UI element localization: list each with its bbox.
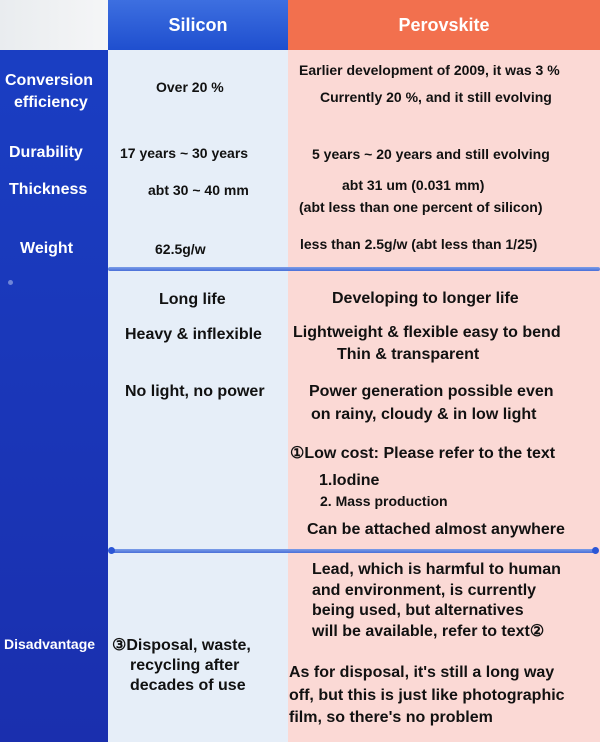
perovskite-low-cost: ①Low cost: Please refer to the text [290,445,556,462]
perovskite-longer-life: Developing to longer life [332,290,519,307]
perovskite-header [288,0,600,50]
perovskite-low-light-line2: on rainy, cloudy & in low light [311,406,537,423]
perovskite-low-light-line1: Power generation possible even [309,383,554,400]
label-conversion-line2: efficiency [14,94,88,111]
section-divider-2 [112,549,598,553]
perovskite-lead-line2: and environment, is currently [312,582,537,599]
perovskite-conversion-line1: Earlier development of 2009, it was 3 % [299,62,560,78]
label-weight: Weight [20,240,74,257]
divider-marker [8,280,13,285]
silicon-heavy-inflexible: Heavy & inflexible [125,326,262,343]
silicon-column [108,0,288,742]
perovskite-conversion-line2: Currently 20 %, and it still evolving [320,89,552,105]
perovskite-thickness-line2: (abt less than one percent of silicon) [299,199,543,215]
perovskite-thickness-line1: abt 31 um (0.031 mm) [342,177,485,193]
label-conversion-line1: Conversion [5,72,94,89]
silicon-header [108,0,288,50]
perovskite-attach-anywhere: Can be attached almost anywhere [307,521,565,538]
label-thickness: Thickness [9,181,88,198]
perovskite-lead-line1: Lead, which is harmful to human [312,561,561,578]
perovskite-header-text: Perovskite [398,14,490,35]
silicon-disadvantage-line1: ③Disposal, waste, [112,637,251,654]
silicon-no-light: No light, no power [125,383,265,400]
perovskite-low-cost-iodine: 1.Iodine [319,472,380,489]
silicon-header-text: Silicon [168,14,228,35]
silicon-disadvantage-line2: recycling after [130,657,240,674]
silicon-weight: 62.5g/w [155,241,206,257]
section-divider-1 [108,267,600,271]
corner-cell [0,0,108,50]
label-disadvantage: Disadvantage [4,636,96,652]
perovskite-durability: 5 years ~ 20 years and still evolving [312,146,550,162]
divider-2-left-marker [108,547,115,554]
perovskite-disposal-line1: As for disposal, it's still a long way [289,664,555,681]
perovskite-disposal-line3: film, so there's no problem [289,709,493,726]
label-durability: Durability [9,144,83,161]
perovskite-lead-line3: being used, but alternatives [312,602,524,619]
silicon-conversion: Over 20 % [156,79,224,95]
silicon-thickness: abt 30 ~ 40 mm [148,182,249,198]
perovskite-lightweight-line1: Lightweight & flexible easy to bend [293,324,561,341]
silicon-long-life: Long life [159,291,226,308]
perovskite-low-cost-mass-production: 2. Mass production [320,493,448,509]
perovskite-weight: less than 2.5g/w (abt less than 1/25) [300,236,538,252]
silicon-durability: 17 years ~ 30 years [120,145,249,161]
divider-2-right-marker [592,547,599,554]
silicon-disadvantage-line3: decades of use [130,677,246,694]
perovskite-lightweight-line2: Thin & transparent [337,346,480,363]
perovskite-lead-line4: will be available, refer to text② [312,623,545,640]
perovskite-disposal-line2: off, but this is just like photographic [289,687,565,704]
